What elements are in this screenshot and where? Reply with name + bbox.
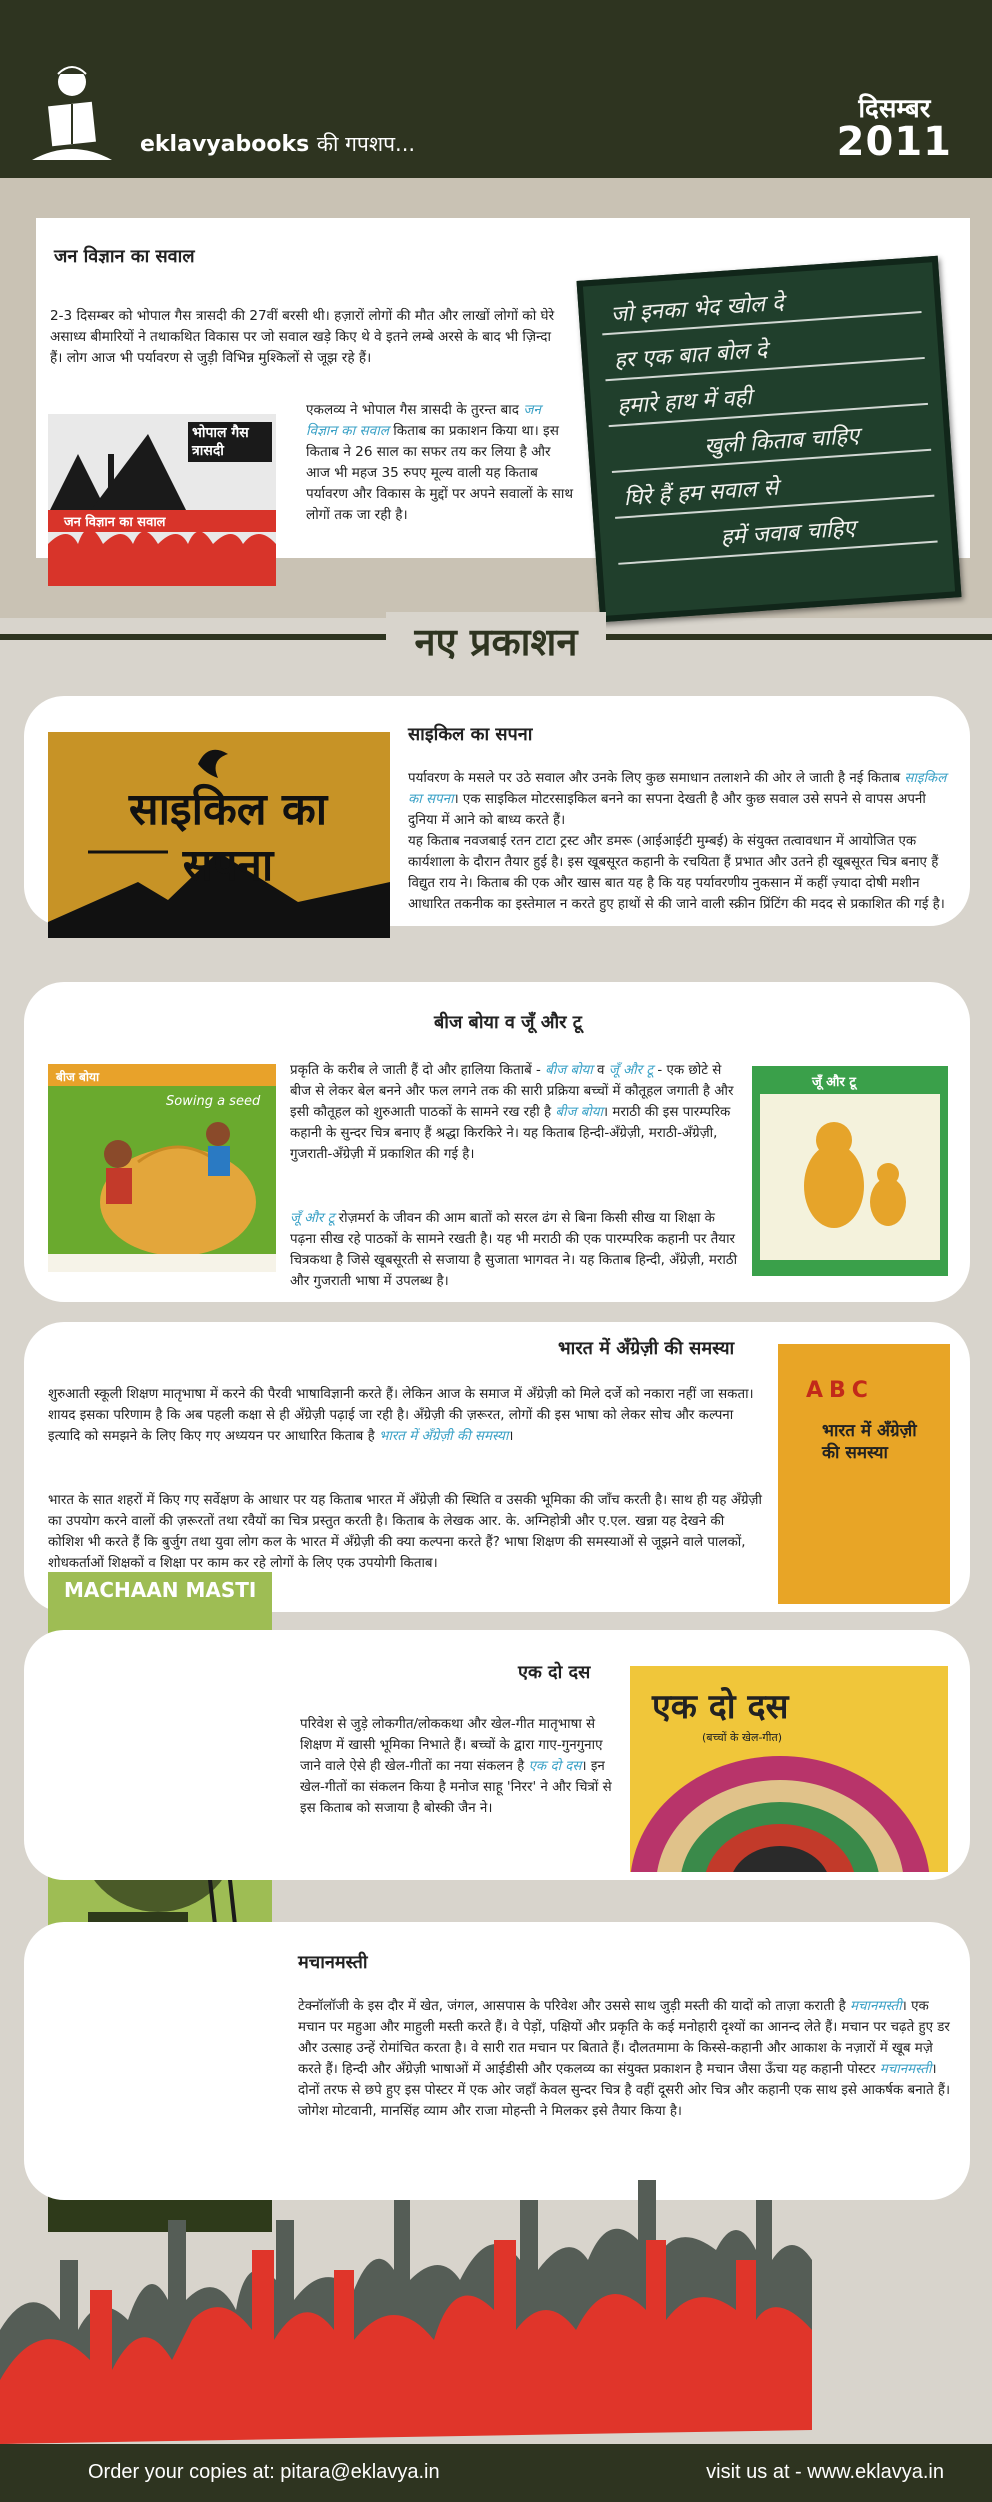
issue-date [836,94,952,165]
cover-subtitle: (बच्चों के खेल-गीत) [702,1731,783,1744]
cover-title: साइकिल का सपना [128,784,328,891]
section-heading: नए प्रकाशन [386,612,606,672]
cycle-dream-cover [48,732,390,938]
machaan-title: मचानमस्ती [298,1952,368,1973]
cover-title: जूँ और टू [812,1075,856,1090]
louse-characters-icon [752,1066,948,1276]
reading-child-logo-icon [24,60,120,170]
cover-title-en: Sowing a seed [166,1094,261,1109]
feature-title: जन विज्ञान का सवाल [54,246,195,267]
english-book-text-2: भारत के सात शहरों में किए गए सर्वेक्षण के आधार पर यह किताब भारत में अँग्रेज़ी की स्थिति व उसकी भूमिका की जाँच करती है। साथ ही यह अँग्रेज़ी का उपयोग करने वालों की ज़रूरतों तथा रवैयों का चित्र प्रस्तुत करती है। किताब के लेखक आर. के. अग्निहोत्री और ए.एल. खन्ना यह देखने की कोशिश भी करते हैं कि बुर्जुग तथा युवा लोग कल के भारत में अँग्रेज़ी की क्या कल्पना करते हैं? भाषा शिक्षण की समस्याओं से जूझने वाले पालकों, शोधकर्ताओं शिक्षकों व शिक्षा पर काम कर रहे लोगों के लिए एक उपयोगी किताब। [48,1493,762,1571]
jan-vigyan-cover [48,414,276,586]
english-cover [778,1344,950,1604]
cover-title: एक दो दस [652,1687,789,1727]
brand-title [140,130,415,158]
book-link[interactable]: जूँ और टू [608,1063,654,1078]
board-line: हर एक बात बोल दे [613,337,769,374]
board-line: जो इनका भेद खोल दे [610,290,785,328]
english-book-title: भारत में अँग्रेज़ी की समस्या [558,1338,735,1359]
feature-body-text: एकलव्य ने भोपाल गैस त्रासदी के तुरन्त बाद जन विज्ञान का सवाल किताब का प्रकाशन किया था। इस किताब ने 26 साल का सफर तय कर लिया है और आज भी महज 35 रुपए मूल्य वाली यह किताब पर्यावरण और विकास के मुद्दों पर अपने सवालों के साथ लोगों तक जा रही है। [306,402,574,523]
cycle-book-title: साइकिल का सपना [408,724,533,745]
english-book-text: शुरुआती स्कूली शिक्षण मातृभाषा में करने की पैरवी भाषाविज्ञानी करते हैं। लेकिन आज के समाज में अँग्रेज़ी को मिले दर्जे को नकारा नहीं जा सकता। शायद इसका परिणाम है कि अब पहली कक्षा से ही अँग्रेज़ी पढ़ाई जा रही है। अँग्रेज़ी की ज़रूरत, लोगों की इस भाषा को लेकर सोच और कल्पना इत्यादि को समझने के लिए किए गए अध्ययन पर आधारित किताब है भारत में अँग्रेज़ी की समस्या। [48,1387,754,1444]
board-line: खुली किताब चाहिए [703,423,861,460]
seed-book-text: प्रकृति के करीब ले जाती हैं दो और हालिया किताबें - बीज बोया व जूँ और टू - एक छोटे से बीज से लेकर बेल बनने और फल लगने तक की सारी प्रक्रिया बच्चों में कौतूहल जगाती है और इसी कौतूहल को शुरुआती पाठकों के सामने रख रही है बीज बोया। मराठी की इस पारम्परिक कहानी के सुन्दर चित्र बनाए हैं श्रद्धा किरकिरे ने। यह किताब हिन्दी-अँग्रेज़ी, मराठी-अँग्रेज़ी, गुजराती-अँग्रेज़ी में प्रकाशित की गई है। [290,1063,734,1162]
footer-bar [0,2444,992,2502]
raised-fists-crowd-icon [0,2150,992,2444]
board-line: हमें जवाब चाहिए [719,516,857,551]
lice-book-text: जूँ और टू रोज़मर्रा के जीवन की आम बातों को सरल ढंग से बिना किसी सीख या शिक्षा के पढ़ना सीख रहे पाठकों के सामने रखती है। यह भी मराठी की एक पारम्परिक कहानी पर तैयार चित्रकथा है जिसे खूबसूरती से सजाया है सुजाता भागवत ने। यह किताब हिन्दी, अँग्रेज़ी, मराठी और गुजराती भाषा में उपलब्ध है। [290,1211,738,1289]
book-link[interactable]: जन विज्ञान का सवाल [306,402,541,439]
website-link[interactable]: visit us at - www.eklavya.in [706,2461,944,2483]
board-line: हमारे हाथ में वही [616,385,753,420]
issue-year: 2011 [836,119,952,165]
lice-cover [752,1066,948,1276]
book-link[interactable]: साइकिल का सपना [408,771,947,807]
book-link[interactable]: बीज बोया [545,1063,593,1078]
ek-do-das-text: परिवेश से जुड़े लोकगीत/लोककथा और खेल-गीत मातृभाषा से शिक्षण में खासी भूमिका निभाते हैं। बच्चों के द्वारा गाए-गुनगुनाए जाने वाले ऐसे ही खेल-गीतों का नया संकलन है एक दो दस। इन खेल-गीतों का संकलन किया है मनोज साहू 'निरर' ने और चित्रों से इस किताब को सजाया है बोस्की जैन ने। [300,1717,612,1816]
board-line: घिरे हैं हम सवाल से [622,475,780,512]
brand-name: eklavyabooks [140,132,310,157]
seed-cover [48,1064,276,1272]
book-link[interactable]: भारत में अँग्रेज़ी की समस्या [378,1429,509,1444]
ek-do-das-cover [630,1666,948,1872]
cover-abc: ABC [806,1378,874,1403]
book-link[interactable]: मचानमस्ती [850,1999,902,2014]
cover-title: भोपाल गैस त्रासदी [188,422,272,462]
header-bar [0,0,992,178]
book-link[interactable]: बीज बोया [555,1105,603,1120]
cover-title: भारत में अँग्रेज़ी की समस्या [822,1421,917,1463]
ek-do-das-title: एक दो दस [518,1662,591,1683]
blackboard-poem [577,256,962,622]
order-email-link[interactable]: Order your copies at: pitara@eklavya.in [88,2461,440,2483]
cover-subtitle: जन विज्ञान का सवाल [64,515,166,530]
book-link[interactable]: जूँ और टू [290,1211,335,1226]
book-link[interactable]: एक दो दस [528,1759,582,1774]
machaan-text: टेक्नॉलॉजी के इस दौर में खेत, जंगल, आसपास के परिवेश और उससे साथ जुड़ी मस्ती की यादों को ताज़ा कराती है मचानमस्ती। एक मचान पर महुआ और माहुली मस्ती करते हैं। वे पेड़ों, पक्षियों और प्रकृति के कई मनोहारी दृश्यों का आनन्द लेते हैं। मचान पर चढ़ते हुए डर और उत्साह उन्हें रोमांचित करता है। वे सारी रात मचान पर बिताते हैं। दौलतमामा के किस्से-कहानी और आकाश के नज़ारों में खूब मज़े करते हैं। हिन्दी और अँग्रेज़ी भाषाओं में आईडीसी और एकलव्य का संयुक्त प्रकाशन है मचान जैसा ऊँचा यह कहानी पोस्टर मचानमस्ती। दोनों तरफ से छपे हुए इस पोस्टर में एक ओर जहाँ केवल सुन्दर चित्र है वहीं दूसरी ओर चित्र और कहानी एक साथ इसे आकर्षक बनाते हैं। जोगेश मोटवानी, मानसिंह व्याम और राजा मोहन्ती ने मिलकर इसे तैयार किया है। [298,1999,951,2119]
seed-book-title: बीज बोया व जूँ और टू [434,1012,582,1033]
feature-intro-text: 2-3 दिसम्बर को भोपाल गैस त्रासदी की 27वीं बरसी थी। हज़ारों लोगों की मौत और लाखों लोगों को घेरे असाध्य बीमारियों ने तथाकथित विकास पर जो सवाल खड़े किए थे वे इतने लम्बे अरसे के बाद भी ज़िन्दा हैं। लोग आज भी पर्यावरण से जुड़ी विभिन्न मुश्किलों से जूझ रहे हैं। [50,308,555,366]
issue-month: दिसम्बर [858,94,931,124]
poster-title: MACHAAN MASTI [64,1578,257,1602]
cycle-book-text: पर्यावरण के मसले पर उठे सवाल और उनके लिए कुछ समाधान तलाशने की ओर ले जाती है नई किताब साइकिल का सपना। एक साइकिल मोटरसाइकिल बनने का सपना देखती है और कुछ सवाल उसे सपने से वापस अपनी दुनिया में आने को बाध्य करते हैं। यह किताब नवजबाई रतन टाटा ट्रस्ट और डमरू (आईआईटी मुम्बई) के संयुक्त तत्वावधान में आयोजित एक कार्यशाला के दौरान तैयार हुई है। इस खूबसूरत कहानी के रचयिता हैं प्रभात और उतने ही खूबसूरत चित्र बनाए हैं विद्युत राय ने। किताब की एक और खास बात यह है कि यह पर्यावरणीय नुकसान में कहीं ज़्यादा दोषी मशीन आधारित तकनीक का इस्तेमाल न करते हुए हाथों से की जाने वाली स्क्रीन प्रिंटिंग की मदद से प्रकाशित की गई है। [408,771,947,912]
cover-title-hi: बीज बोया [56,1070,100,1084]
brand-tagline: की गपशप... [316,132,416,156]
book-link[interactable]: मचानमस्ती [879,2062,932,2077]
